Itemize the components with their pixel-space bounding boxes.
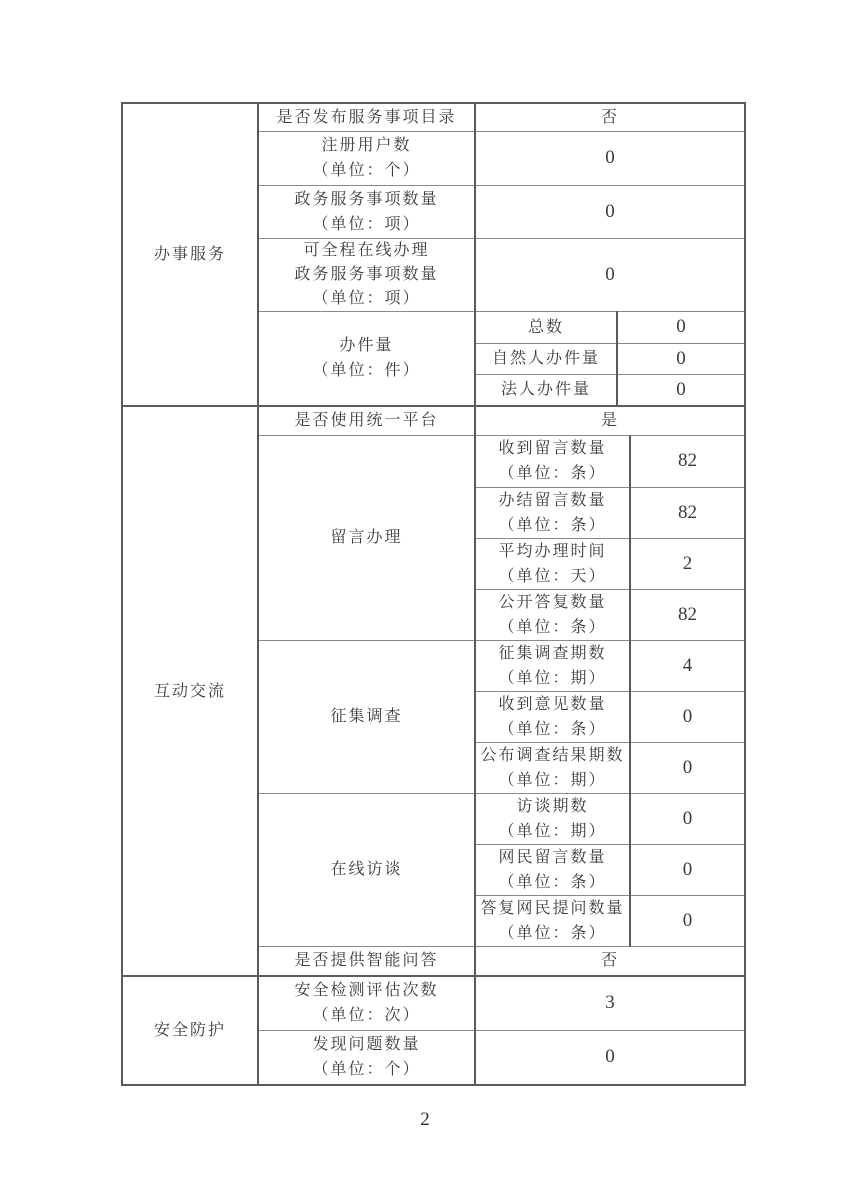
group-label: 在线访谈: [330, 861, 403, 878]
group-label: 办件量: [339, 337, 394, 355]
sub-item-cell: [475, 844, 630, 895]
sub-item-unit: （单位：条）: [498, 465, 607, 482]
sub-item-label: 自然人办件量: [491, 350, 600, 367]
item-value: 否: [600, 952, 619, 970]
value-cell: [475, 131, 745, 185]
item-value: 0: [682, 756, 693, 778]
sub-item-unit: （单位：条）: [498, 924, 607, 942]
sub-item-label: 收到留言数量: [498, 440, 607, 457]
sub-item-cell: [475, 691, 630, 742]
sub-item-unit: （单位：条）: [498, 516, 607, 534]
sub-item-label: 公开答复数量: [498, 593, 607, 611]
item-cell: [258, 131, 475, 185]
value-cell: [475, 976, 745, 1030]
item-value: 4: [682, 654, 693, 676]
item-label: 可全程在线办理: [303, 241, 430, 259]
item-label: 政务服务事项数量: [294, 190, 439, 208]
sub-item-label: 访谈期数: [516, 797, 589, 815]
value-cell: [475, 185, 745, 238]
item-label: 注册用户数: [321, 137, 412, 154]
sub-item-cell: [475, 895, 630, 946]
item-cell: [258, 1030, 475, 1085]
item-unit: （单位：次）: [312, 1007, 421, 1025]
item-cell: [258, 185, 475, 238]
sub-item-label: 答复网民提问数量: [480, 899, 625, 917]
item-value: 0: [605, 200, 615, 222]
item-value: 0: [605, 147, 615, 168]
item-cell: [258, 103, 475, 131]
group-cell: [258, 435, 475, 640]
value-cell: [630, 589, 745, 640]
item-cell: [258, 976, 475, 1030]
sub-item-cell: [475, 742, 630, 793]
item-value: 0: [605, 263, 615, 285]
sub-item-unit: （单位：条）: [498, 720, 607, 738]
value-cell: [475, 946, 745, 976]
value-cell: [630, 895, 745, 946]
group-cell: [258, 793, 475, 946]
value-cell: [475, 1030, 745, 1085]
group-label: 征集调查: [330, 708, 403, 725]
item-value: 2: [682, 552, 693, 574]
value-cell: [617, 374, 745, 406]
item-value: 0: [676, 378, 686, 400]
group-unit: （单位：件）: [312, 362, 421, 380]
value-cell: [630, 640, 745, 691]
item-value: 0: [682, 909, 693, 931]
value-cell: [475, 103, 745, 131]
sub-item-label: 征集调查期数: [498, 644, 607, 662]
sub-item-label: 平均办理时间: [498, 542, 607, 560]
value-cell: [630, 435, 745, 487]
item-value: 0: [676, 316, 686, 337]
sub-item-cell: [475, 311, 617, 343]
group-cell: [258, 640, 475, 793]
category-label: 办事服务: [153, 246, 226, 263]
sub-item-label: 办结留言数量: [498, 491, 607, 509]
sub-item-cell: [475, 640, 630, 691]
value-cell: [617, 311, 745, 343]
item-cell: [258, 238, 475, 311]
item-label: 政务服务事项数量: [294, 265, 439, 283]
item-value: 0: [682, 807, 693, 829]
item-unit: （单位：项）: [312, 215, 421, 233]
sub-item-label: 网民留言数量: [498, 848, 607, 866]
sub-item-cell: [475, 589, 630, 640]
value-cell: [630, 742, 745, 793]
sub-item-unit: （单位：条）: [498, 618, 607, 636]
sub-item-unit: （单位：期）: [498, 771, 607, 789]
group-cell: [258, 311, 475, 406]
category-label: 安全防护: [153, 1022, 226, 1039]
category-cell: [122, 976, 258, 1085]
category-cell: [122, 103, 258, 406]
sub-item-cell: [475, 374, 617, 406]
sub-item-cell: [475, 538, 630, 589]
item-label: 是否发布服务事项目录: [276, 108, 457, 126]
sub-item-cell: [475, 487, 630, 538]
group-label: 留言办理: [330, 529, 403, 546]
item-cell: [258, 946, 475, 976]
value-cell: [617, 343, 745, 374]
sub-item-label: 总数: [527, 318, 564, 336]
sub-item-cell: [475, 793, 630, 844]
sub-item-unit: （单位：期）: [498, 669, 607, 687]
item-value: 0: [676, 347, 686, 369]
item-label: 安全检测评估次数: [294, 982, 439, 1000]
sub-item-label: 法人办件量: [500, 381, 591, 399]
sub-item-label: 收到意见数量: [498, 695, 607, 713]
item-value: 否: [600, 108, 619, 126]
category-label: 互动交流: [153, 682, 226, 700]
value-cell: [475, 406, 745, 435]
sub-item-cell: [475, 435, 630, 487]
sub-item-unit: （单位：期）: [498, 822, 607, 840]
item-unit: （单位：项）: [312, 289, 421, 307]
report-table: [121, 102, 746, 1086]
value-cell: [630, 844, 745, 895]
item-value: 82: [678, 501, 697, 523]
item-value: 0: [605, 1046, 615, 1068]
value-cell: [630, 793, 745, 844]
item-value: 82: [678, 603, 697, 625]
sub-item-unit: （单位：天）: [498, 567, 607, 585]
item-label: 是否提供智能问答: [294, 952, 439, 970]
item-unit: （单位：个）: [312, 162, 421, 179]
sub-item-unit: （单位：条）: [498, 873, 607, 891]
item-label: 是否使用统一平台: [294, 412, 439, 430]
sub-item-label: 公布调查结果期数: [480, 746, 625, 764]
item-value: 82: [678, 450, 697, 471]
item-cell: [258, 406, 475, 435]
category-cell: [122, 406, 258, 976]
item-value: 0: [682, 705, 693, 727]
item-label: 发现问题数量: [312, 1036, 421, 1054]
value-cell: [630, 538, 745, 589]
value-cell: [630, 691, 745, 742]
item-value: 3: [605, 992, 615, 1014]
item-value: 是: [600, 412, 619, 430]
page-number: 2: [420, 1109, 430, 1130]
sub-item-cell: [475, 343, 617, 374]
item-unit: （单位：个）: [312, 1061, 421, 1079]
value-cell: [630, 487, 745, 538]
item-value: 0: [682, 858, 693, 880]
value-cell: [475, 238, 745, 311]
